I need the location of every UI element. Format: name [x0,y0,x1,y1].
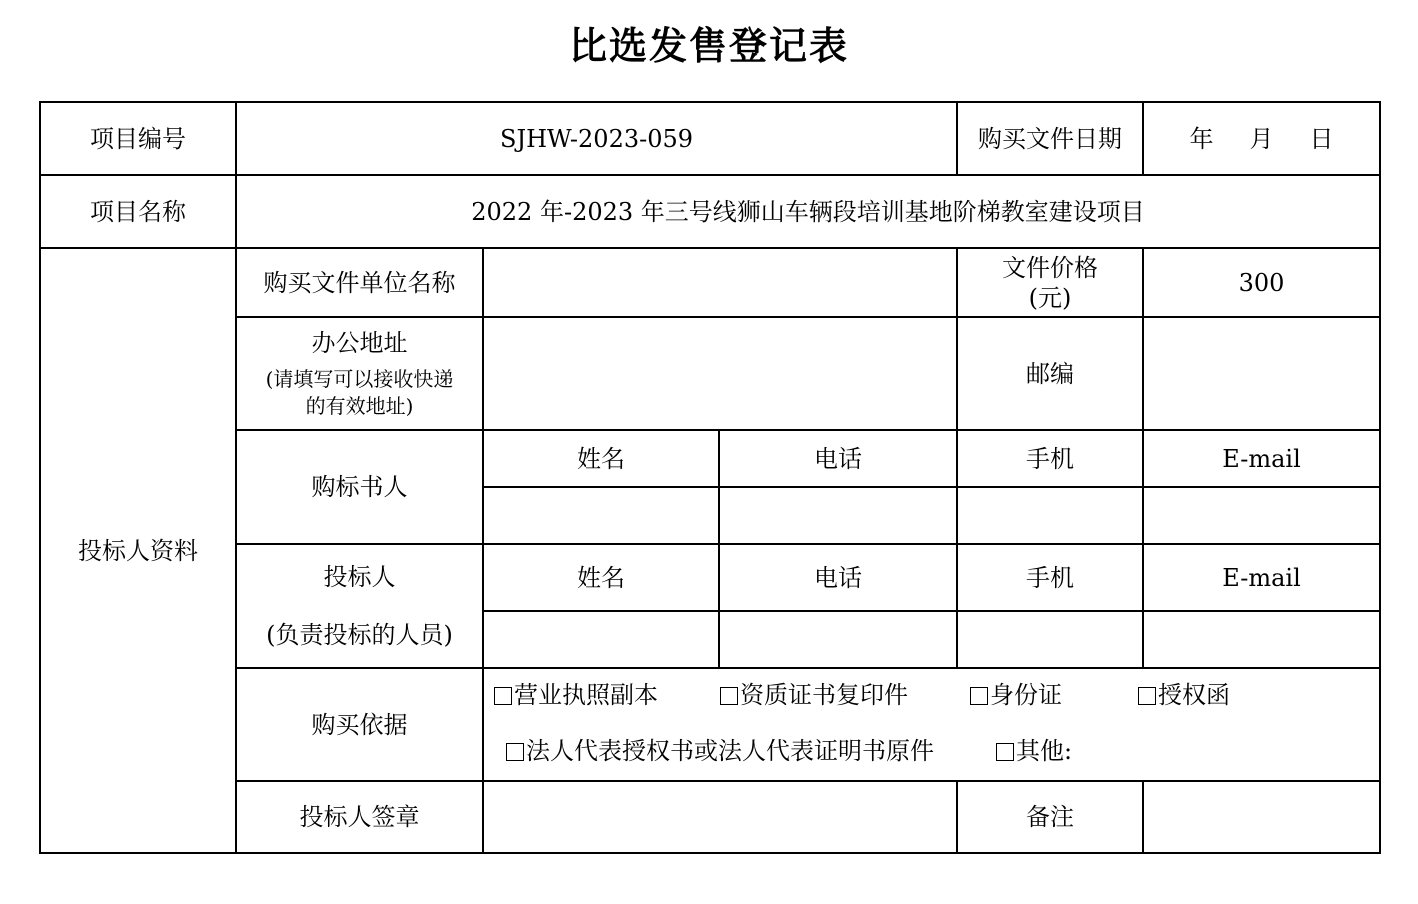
row-purchase-basis [40,668,1380,781]
basis-option-label: 其他: [1016,737,1073,765]
basis-option-label: 营业执照副本 [514,681,658,709]
basis-options [483,668,1380,781]
signature-label: 投标人签章 [236,781,483,853]
basis-option-id-card[interactable] [970,681,1062,709]
basis-option-qualification[interactable] [720,681,908,709]
postcode-label: 邮编 [957,317,1143,430]
remarks-field[interactable] [1143,781,1380,853]
tender-label-line2: (负责投标的人员) [266,621,453,649]
bidder-section-label: 投标人资料 [40,248,236,853]
basis-label: 购买依据 [236,668,483,781]
address-field[interactable] [483,317,957,430]
project-number-label: 项目编号 [40,102,236,175]
basis-options-line2 [506,737,1379,765]
basis-option-authorization[interactable] [1138,681,1230,709]
checkbox-icon[interactable] [970,687,988,705]
address-label: 办公地址 [311,328,408,357]
buyer-header-phone: 电话 [719,430,957,487]
postcode-field[interactable] [1143,317,1380,430]
row-address [40,317,1380,430]
unit-name-field[interactable] [483,248,957,317]
address-note-line2: 的有效地址) [305,393,414,418]
row-buyer-headers [40,430,1380,487]
tender-phone-field[interactable] [719,611,957,668]
tender-header-mobile: 手机 [957,544,1143,611]
tender-name-field[interactable] [483,611,719,668]
tender-header-name: 姓名 [483,544,719,611]
row-unit-name [40,248,1380,317]
basis-option-other[interactable] [996,737,1072,765]
tender-header-phone: 电话 [719,544,957,611]
project-name-label: 项目名称 [40,175,236,248]
tender-label-line1: 投标人 [323,563,396,591]
buyer-phone-field[interactable] [719,487,957,544]
basis-option-business-license[interactable] [494,681,658,709]
basis-options-line1 [494,681,1379,709]
row-tender-headers [40,544,1380,611]
basis-option-label: 法人代表授权书或法人代表证明书原件 [526,737,934,765]
tender-header-email: E-mail [1143,544,1380,611]
tender-email-field[interactable] [1143,611,1380,668]
purchase-date-field[interactable] [1143,102,1380,175]
date-day: 日 [1309,124,1334,153]
price-label-line1: 文件价格 [1002,253,1099,282]
row-signature [40,781,1380,853]
basis-option-label: 身份证 [990,681,1062,709]
buyer-header-email: E-mail [1143,430,1380,487]
date-year: 年 [1189,124,1214,153]
unit-name-label: 购买文件单位名称 [236,248,483,317]
checkbox-icon[interactable] [1138,687,1156,705]
signature-field[interactable] [483,781,957,853]
price-label-line2: (元) [1028,283,1072,312]
buyer-header-mobile: 手机 [957,430,1143,487]
row-project-number [40,102,1380,175]
tender-label-cell [236,544,483,668]
buyer-header-name: 姓名 [483,430,719,487]
date-month: 月 [1249,124,1274,153]
checkbox-icon[interactable] [720,687,738,705]
buyer-email-field[interactable] [1143,487,1380,544]
price-label [957,248,1143,317]
form-title: 比选发售登记表 [568,24,849,68]
row-project-name [40,175,1380,248]
basis-option-label: 资质证书复印件 [740,681,908,709]
project-name-value[interactable]: 2022 年-2023 年三号线狮山车辆段培训基地阶梯教室建设项目 [236,175,1380,248]
checkbox-icon[interactable] [506,743,524,761]
buyer-name-field[interactable] [483,487,719,544]
address-note-line1: (请填写可以接收快递 [265,366,454,391]
checkbox-icon[interactable] [996,743,1014,761]
registration-table [39,101,1381,854]
checkbox-icon[interactable] [494,687,512,705]
purchase-date-label: 购买文件日期 [957,102,1143,175]
remarks-label: 备注 [957,781,1143,853]
buyer-mobile-field[interactable] [957,487,1143,544]
basis-option-legal-rep[interactable] [506,737,934,765]
address-label-cell [236,317,483,430]
project-number-value[interactable]: SJHW-2023-059 [236,102,957,175]
price-value: 300 [1143,248,1380,317]
buyer-label: 购标书人 [236,430,483,544]
basis-option-label: 授权函 [1158,681,1230,709]
tender-mobile-field[interactable] [957,611,1143,668]
